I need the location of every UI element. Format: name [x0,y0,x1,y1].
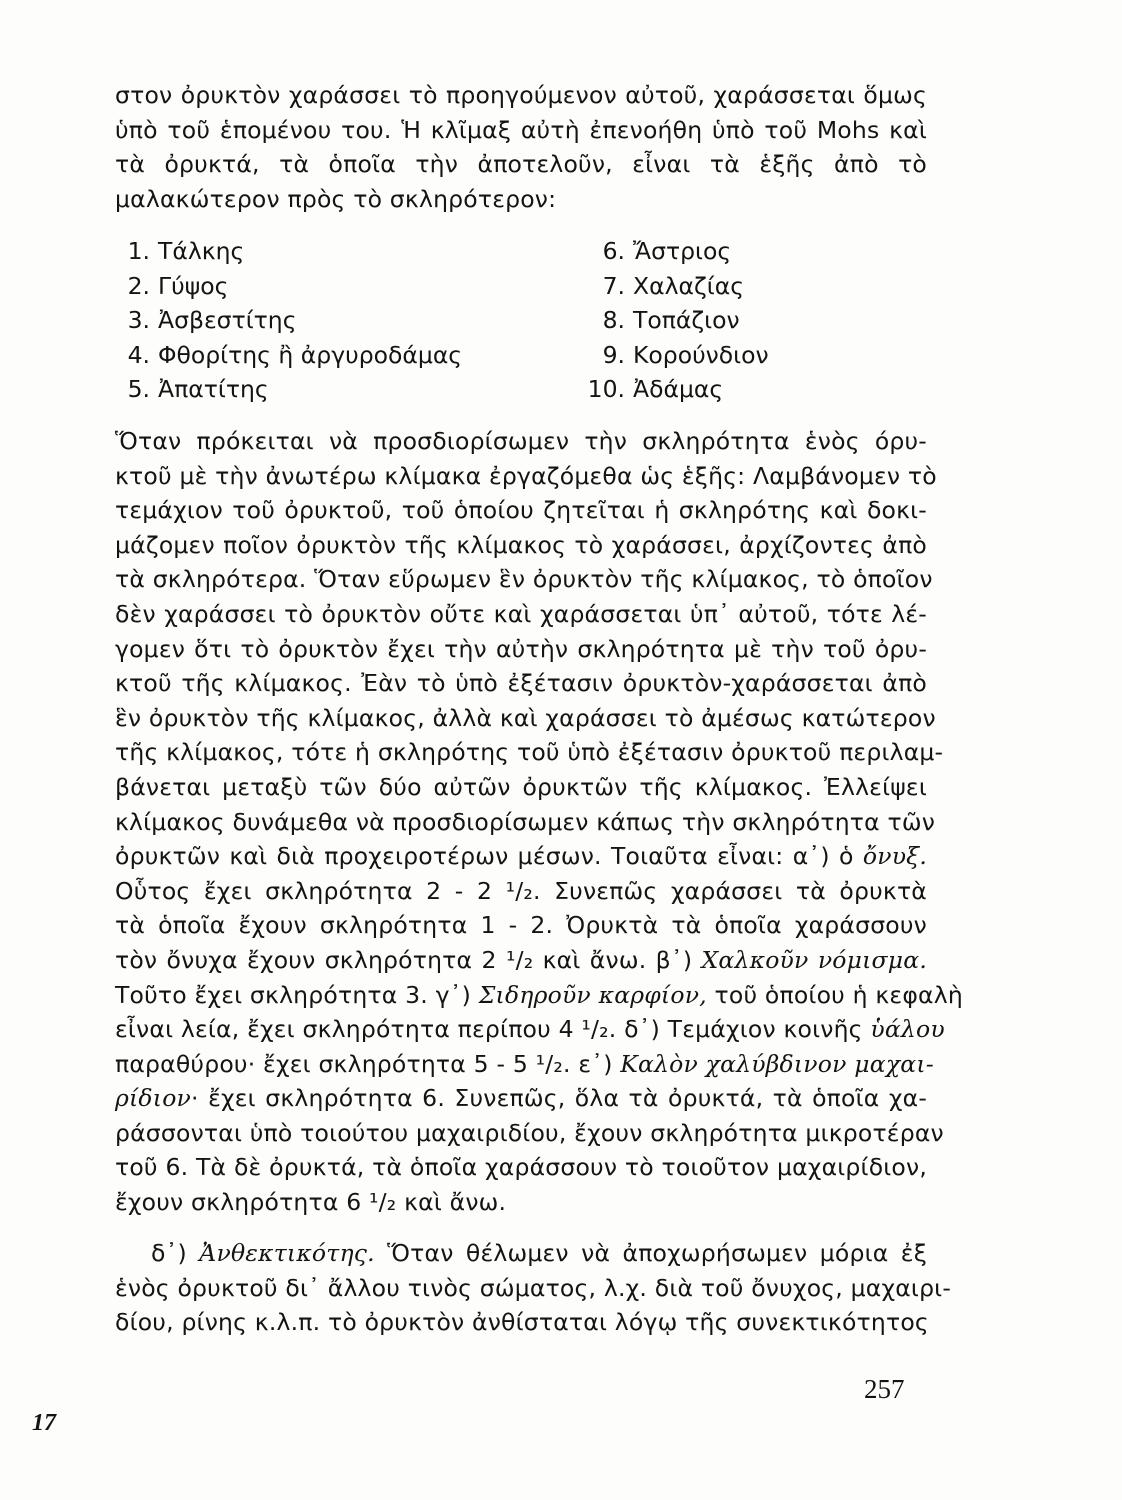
item-number: 10. [587,375,625,404]
mineral-name: Γύψος [158,271,229,300]
item-number: 1. [127,237,150,265]
text-span: τὸν ὄνυχα ἔχουν σκληρότητα 2 ¹/₂ καὶ ἄνω. β᾽) [115,945,702,974]
text-line: δὲν χαράσσει τὸ ὀρυκτὸν οὔτε καὶ χαράσσεται ὑπ᾽ αὐτοῦ, τότε λέ- [115,599,927,628]
text-line: κλίμακος δυνάμεθα νὰ προσδιορίσωμεν κάπως τὴν σκληρότητα τῶν [115,807,936,836]
italic-term: Σιδηροῦν καρφίον, [478,980,707,1009]
item-number: 4. [127,340,150,369]
item-number: 3. [127,306,150,335]
list-item [110,234,930,269]
text-span: δ᾽) [151,1239,200,1267]
italic-term: Ἀνθεκτικότης. [199,1239,375,1267]
mineral-name: Τάλκης [158,237,245,265]
italic-term: ὑάλου [870,1015,945,1044]
text-line [115,978,963,1013]
text-line [115,1081,927,1116]
text-span: · ἔχει σκληρότητα 6. Συνεπῶς, ὅλα τὰ ὀρυκτά, τὰ ὁποῖα χα- [191,1084,927,1113]
item-number: 2. [127,271,150,300]
list-item [110,338,930,373]
item-number: 5. [127,375,150,404]
item-number: 7. [602,271,625,300]
text-span: Ὅταν θέλωμεν νὰ ἀποχωρήσωμεν μόρια ἐξ [374,1239,927,1267]
paragraph-toughness [115,1236,952,1340]
text-line [115,1012,945,1047]
mineral-name: Ἄστριος [633,237,732,265]
text-span: παραθύρου· ἔχει σκληρότητα 5 - 5 ¹/₂. ε᾽) [115,1049,621,1078]
italic-term: ὄνυξ. [862,842,927,871]
text-span: εἶναι λεία, ἔχει σκληρότητα περίπου 4 ¹/₂. δ᾽) Τεμάχιον κοινῆς [115,1015,871,1044]
item-number: 9. [602,340,625,369]
page-number: 257 [864,1374,905,1404]
text-span: ὀρυκτῶν καὶ διὰ προχειροτέρων μέσων. Τοιαῦτα εἶναι: α᾽) ὁ [115,842,863,871]
mineral-name: Φθορίτης ἢ ἀργυροδάμας [158,340,463,369]
text-line: ράσσονται ὑπὸ τοιούτου μαχαιριδίου, ἔχουν σκληρότητα μικροτέραν [115,1118,944,1147]
text-line: τὰ σκληρότερα. Ὅταν εὕρωμεν ἓν ὀρυκτὸν τῆς κλίμακος, τὸ ὁποῖον [115,565,933,594]
text-line: βάνεται μεταξὺ τῶν δύο αὐτῶν ὀρυκτῶν τῆς κλίμακος. Ἐλλείψει [115,772,927,801]
italic-term: Χαλκοῦν νόμισμα. [701,945,927,974]
mineral-name: Ἀδάμας [633,375,724,404]
text-line: κτοῦ τῆς κλίμακος. Ἐὰν τὸ ὑπὸ ἐξέτασιν ὀρυκτὸν-χαράσσεται ἀπὸ [115,669,927,698]
text-line: τῆς κλίμακος, τότε ἡ σκληρότης τοῦ ὑπὸ ἐξέτασιν ὀρυκτοῦ περιλαμ- [115,738,944,767]
text-line: ἔχουν σκληρότητα 6 ¹/₂ καὶ ἄνω. [115,1188,507,1217]
text-line [115,943,927,978]
text-line [115,1236,927,1271]
text-line: γομεν ὅτι τὸ ὀρυκτὸν ἔχει τὴν αὐτὴν σκληρότητα μὲ τὴν τοῦ ὀρυ- [115,634,927,663]
mineral-name: Κορούνδιον [633,340,769,369]
paragraph-intro: στον ὀρυκτὸν χαράσσει τὸ προηγούμενον αὐτοῦ, χαράσσεται ὅμως ὑπὸ τοῦ ἑπομένου του. Ἡ κλῖμαξ αὐτὴ ἐπενοήθη ὑπὸ τοῦ Mohs καὶ τὰ ὀρυκτά, τὰ ὁποῖα τὴν ἀποτελοῦν, εἶναι τὰ ἑξῆς ἀπὸ τὸ μαλακώτερον πρὸς τὸ σκληρότερον: [115,81,927,213]
mineral-name: Τοπάζιον [633,306,740,335]
text-line: μάζομεν ποῖον ὀρυκτὸν τῆς κλίμακος τὸ χαράσσει, ἀρχίζοντες ἀπὸ [115,530,927,559]
item-number: 6. [602,237,625,265]
text-line: ἓν ὀρυκτὸν τῆς κλίμακος, ἀλλὰ καὶ χαράσσει τὸ ἀμέσως κατώτερον [115,703,936,732]
mineral-name: Χαλαζίας [633,271,745,300]
text-line: τοῦ 6. Τὰ δὲ ὀρυκτά, τὰ ὁποῖα χαράσσουν τὸ τοιοῦτον μαχαιρίδιον, [115,1153,927,1182]
text-span: Τοῦτο ἔχει σκληρότητα 3. γ᾽) [115,980,479,1009]
mineral-name: Ἀπατίτης [158,375,269,404]
list-item [110,303,930,338]
item-number: 8. [602,306,625,335]
list-item [110,372,930,407]
text-line: ἑνὸς ὀρυκτοῦ δι᾽ ἄλλου τινὸς σώματος, λ.χ. διὰ τοῦ ὄνυχος, μαχαιρι- [115,1273,952,1302]
text-line [115,839,927,874]
mineral-name: Ἀσβεστίτης [158,306,297,335]
italic-term: ρίδιον [115,1084,192,1113]
text-line: τεμάχιον τοῦ ὀρυκτοῦ, τοῦ ὁποίου ζητεῖται ἡ σκληρότης καὶ δοκι- [115,496,927,525]
italic-term: Καλὸν χαλύβδινον μαχαι- [620,1049,934,1078]
text-line: κτοῦ μὲ τὴν ἀνωτέρω κλίμακα ἐργαζόμεθα ὡς ἑξῆς: Λαμβάνομεν τὸ [115,461,937,490]
signature-mark: 17 [32,1410,56,1436]
text-span: τοῦ ὁποίου ἡ κεφαλὴ [706,980,963,1009]
paragraph-hardness-method [115,424,963,1220]
text-line: Οὗτος ἔχει σκληρότητα 2 - 2 ¹/₂. Συνεπῶς χαράσσει τὰ ὀρυκτὰ [115,876,927,905]
text-line: τὰ ὁποῖα ἔχουν σκληρότητα 1 - 2. Ὀρυκτὰ τὰ ὁποῖα χαράσσουν [115,911,927,940]
text-line [115,1047,934,1082]
list-item [110,269,930,304]
mohs-scale-list [110,234,930,407]
text-line: δίου, ρίνης κ.λ.π. τὸ ὀρυκτὸν ἀνθίσταται λόγῳ τῆς συνεκτικότητος [115,1308,929,1337]
text-line: Ὅταν πρόκειται νὰ προσδιορίσωμεν τὴν σκληρότητα ἑνὸς όρυ- [115,427,927,455]
